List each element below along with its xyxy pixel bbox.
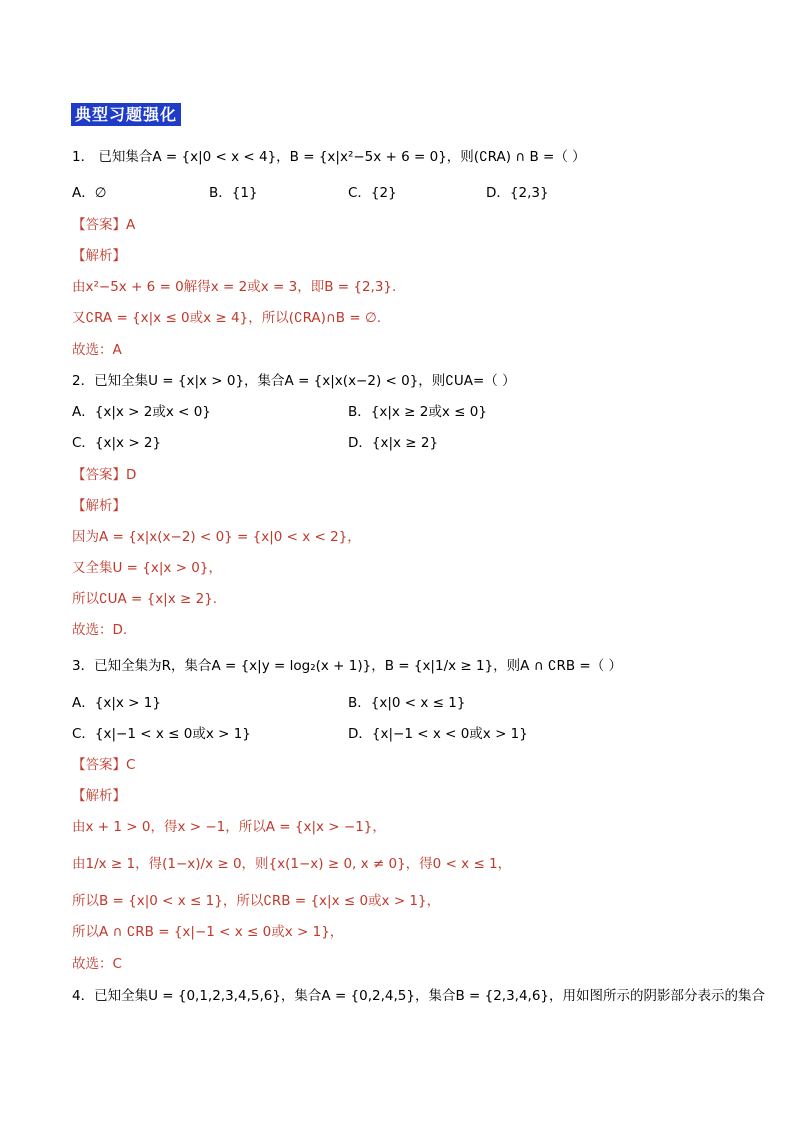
q2-stem: 2．已知全集U = {x|x > 0}，集合A = {x|x(x−2) < 0}，则∁UA=（ ） [72,373,516,389]
q1-analysis-label: 【解析】 [72,248,126,264]
q1-option-c: C．{2} [348,185,397,201]
q1-stem: 1． 已知集合A = {x|0 < x < 4}，B = {x|x²−5x + 6 = 0}，则(∁RA) ∩ B =（ ） [72,149,586,165]
q2-analysis-line: 故选：D. [72,622,128,638]
q3-answer: 【答案】C [72,757,136,773]
q1-option-d: D．{2,3} [486,185,549,201]
q4-stem: 4．已知全集U = {0,1,2,3,4,5,6}，集合A = {0,2,4,5}，集合B = {2,3,4,6}，用如图所示的阴影部分表示的集合 [72,988,766,1004]
q3-stem: 3．已知全集为R，集合A = {x|y = log₂(x + 1)}，B = {x|1/x ≥ 1}，则A ∩ ∁RB =（ ） [72,658,622,674]
q2-analysis-line: 所以∁UA = {x|x ≥ 2}. [72,591,218,607]
q3-option-a: A．{x|x > 1} [72,695,161,711]
q3-option-c: C．{x|−1 < x ≤ 0或x > 1} [72,726,251,742]
q3-analysis-line: 故选：C [72,956,122,972]
q3-analysis-line: 由x + 1 > 0，得x > −1，所以A = {x|x > −1}， [72,819,386,835]
q2-option-b: B．{x|x ≥ 2或x ≤ 0} [348,404,487,420]
q1-answer: 【答案】A [72,217,136,233]
section-heading: 典型习题强化 [71,103,181,126]
q3-analysis-line: 所以B = {x|0 < x ≤ 1}，所以∁RB = {x|x ≤ 0或x > 1}， [72,893,441,909]
q2-option-c: C．{x|x > 2} [72,435,162,451]
q1-analysis-line: 故选：A [72,342,122,358]
q3-option-d: D．{x|−1 < x < 0或x > 1} [348,726,528,742]
q2-analysis-line: 因为A = {x|x(x−2) < 0} = {x|0 < x < 2}， [72,529,361,545]
q3-analysis-line: 由1/x ≥ 1，得(1−x)/x ≥ 0，则{x(1−x) ≥ 0, x ≠ 0}，得0 < x ≤ 1， [72,856,512,872]
q1-analysis-line: 由x²−5x + 6 = 0解得x = 2或x = 3，即B = {2,3}. [72,279,397,295]
q1-option-b: B．{1} [209,185,258,201]
q2-analysis-label: 【解析】 [72,498,126,514]
q3-analysis-line: 所以A ∩ ∁RB = {x|−1 < x ≤ 0或x > 1}， [72,924,344,940]
q1-analysis-line: 又∁RA = {x|x ≤ 0或x ≥ 4}，所以(∁RA)∩B = ∅. [72,310,381,326]
q2-option-d: D．{x|x ≥ 2} [348,435,439,451]
q2-analysis-line: 又全集U = {x|x > 0}， [72,560,222,576]
q3-option-b: B．{x|0 < x ≤ 1} [348,695,466,711]
q2-answer: 【答案】D [72,467,137,483]
q3-analysis-label: 【解析】 [72,788,126,804]
q2-option-a: A．{x|x > 2或x < 0} [72,404,211,420]
q1-option-a: A．∅ [72,185,107,201]
